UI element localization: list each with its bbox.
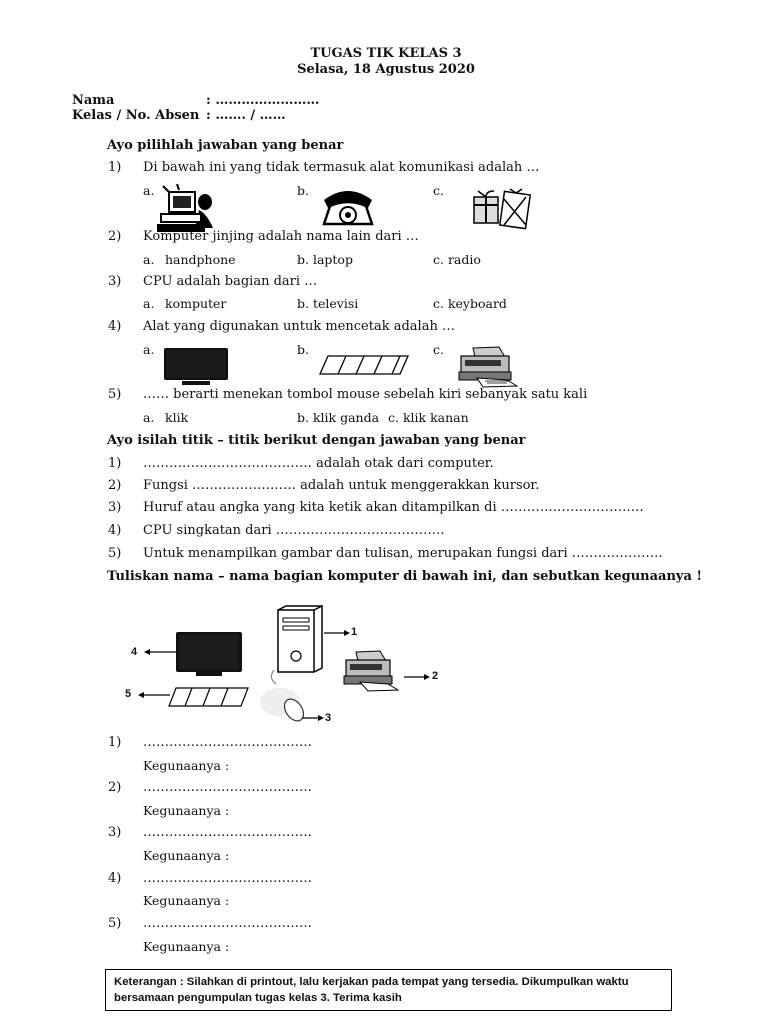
diagram-monitor-icon [176,632,242,676]
q1-option-a: a. [143,183,155,198]
diagram-label-3: 3 [325,712,332,724]
diagram-label-5: 5 [125,688,132,700]
diagram-printer-icon [344,651,398,691]
diagram-mouse-icon [260,670,307,724]
section2-heading: Ayo isilah titik – titik berikut dengan jawaban yang benar [107,433,526,448]
q3-option-a-text: komputer [165,296,227,311]
fill-item-text: ………………………………… adalah otak dari computer. [143,456,494,471]
q1-text: Di bawah ini yang tidak termasuk alat komunikasi adalah … [143,160,540,175]
page-title: TUGAS TIK KELAS 3 [310,46,462,61]
usage-label: Kegunaanya : [143,758,230,773]
q5-text: …… berarti menekan tombol mouse sebelah kiri sebanyak satu kali [143,387,588,402]
q5-number: 5) [108,387,122,402]
usage-label: Kegunaanya : [143,893,230,908]
usage-label: Kegunaanya : [143,848,230,863]
diagram-label-2: 2 [432,670,439,682]
q4-number: 4) [108,319,122,334]
usage-label: Kegunaanya : [143,939,230,954]
q5-option-a: a. [143,410,155,425]
answer-number: 2) [108,780,122,795]
section3-heading: Tuliskan nama – nama bagian komputer di bawah ini, dan sebutkan kegunaanya ! [107,569,703,584]
answer-number: 3) [108,825,122,840]
usage-label: Kegunaanya : [143,803,230,818]
fill-item-number: 2) [108,478,122,493]
computer-parts-diagram [120,600,450,730]
class-label: Kelas / No. Absen [72,108,200,123]
diagram-cpu-icon [278,606,322,672]
fill-item-number: 3) [108,500,122,515]
telephone-icon [320,186,376,228]
q3-number: 3) [108,274,122,289]
q3-option-b: b. televisi [297,296,359,311]
name-value: : …………………… [206,93,320,108]
class-value: : ……. / …… [206,108,286,123]
name-label: Nama [72,93,115,108]
fill-item-number: 5) [108,546,122,561]
q5-option-b: b. klik ganda [297,410,380,425]
fill-item-text: CPU singkatan dari ………………………………… [143,523,445,538]
q3-option-a: a. [143,296,155,311]
q2-option-a: a. [143,252,155,267]
keyboard-icon [320,354,410,376]
q3-text: CPU adalah bagian dari … [143,274,318,289]
answer-number: 4) [108,871,122,886]
answer-dots: ………………………………… [143,825,312,840]
q4-text: Alat yang digunakan untuk mencetak adalah … [143,319,455,334]
q2-number: 2) [108,229,122,244]
q2-option-c: c. radio [433,252,481,267]
answer-dots: ………………………………… [143,735,312,750]
monitor-icon [162,346,230,388]
note-box: Keterangan : Silahkan di printout, lalu kerjakan pada tempat yang tersedia. Dikumpulkan waktu bersamaan pengumpulan tugas kelas 3. Terima kasih [105,969,672,1011]
q4-option-c: c. [433,342,444,357]
diagram-label-1: 1 [351,626,358,638]
answer-number: 5) [108,916,122,931]
fill-item-text: Huruf atau angka yang kita ketik akan ditampilkan di …………………………… [143,500,644,515]
q2-text: Komputer jinjing adalah nama lain dari … [143,229,419,244]
q4-option-a: a. [143,342,155,357]
answer-dots: ………………………………… [143,780,312,795]
printer-icon [455,346,523,388]
computer-user-clipart-icon [155,184,220,234]
answer-dots: ………………………………… [143,916,312,931]
fill-item-text: Untuk menampilkan gambar dan tulisan, merupakan fungsi dari ………………… [143,546,663,561]
q1-option-c: c. [433,183,444,198]
answer-number: 1) [108,735,122,750]
q1-number: 1) [108,160,122,175]
section1-heading: Ayo pilihlah jawaban yang benar [107,138,344,153]
diagram-label-4: 4 [131,646,138,658]
answer-dots: ………………………………… [143,871,312,886]
page-date: Selasa, 18 Agustus 2020 [297,62,475,77]
q1-option-b: b. [297,183,309,198]
fill-item-text: Fungsi …………………… adalah untuk menggerakkan kursor. [143,478,540,493]
q2-option-b: b. laptop [297,252,353,267]
q3-option-c: c. keyboard [433,296,507,311]
fill-item-number: 4) [108,523,122,538]
q4-option-b: b. [297,342,309,357]
gift-box-icon [470,187,532,231]
diagram-keyboard-icon [169,688,248,706]
q5-option-a-text: klik [165,410,189,425]
q5-option-c: c. klik kanan [388,410,469,425]
q2-option-a-text: handphone [165,252,236,267]
fill-item-number: 1) [108,456,122,471]
